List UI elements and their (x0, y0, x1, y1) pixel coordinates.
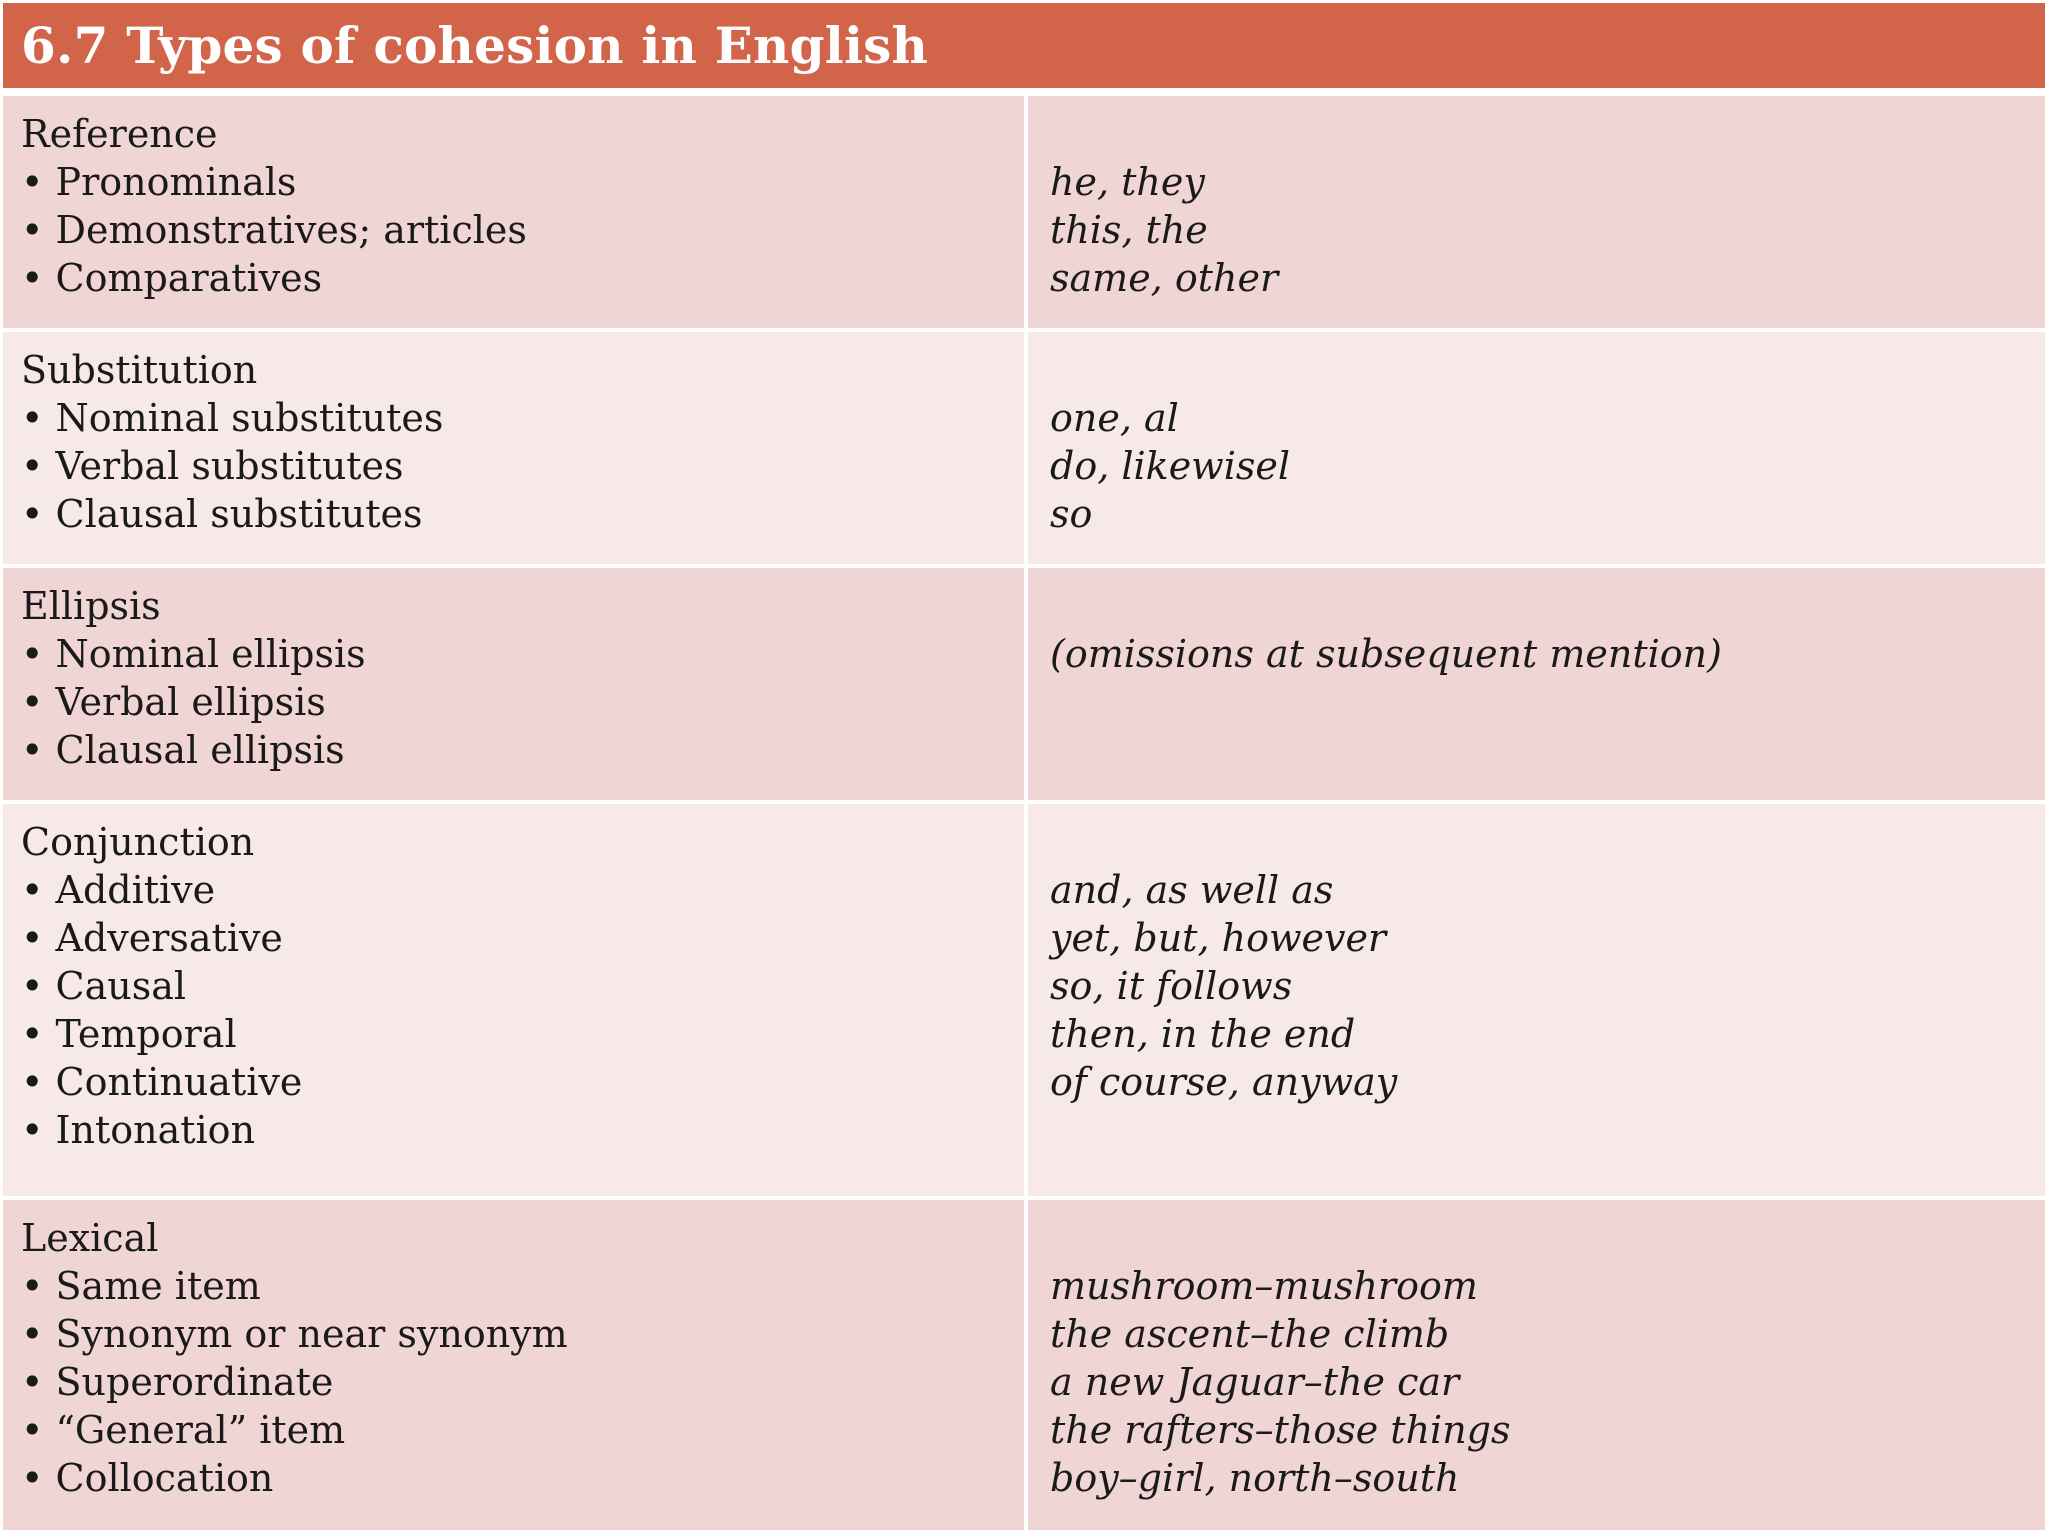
list-item: • Demonstratives; articles (21, 206, 1006, 254)
list-item: • Clausal ellipsis (21, 726, 1006, 774)
list-item: • Synonym or near synonym (21, 1310, 1006, 1358)
list-item: • Verbal substitutes (21, 442, 1006, 490)
list-item: • Clausal substitutes (21, 490, 1006, 538)
category-cell (3, 1200, 1024, 1530)
slide-title: 6.7 Types of cohesion in English (21, 16, 929, 75)
list-item: • Causal (21, 962, 1006, 1010)
example-text: same, other (1050, 256, 1279, 300)
list-item: • Same item (21, 1262, 1006, 1310)
category-cell (3, 96, 1024, 328)
examples-cell (1028, 568, 2045, 800)
example-text: the rafters–those things (1050, 1408, 1511, 1452)
list-item: • Comparatives (21, 254, 1006, 302)
example-text: one, al (1050, 396, 1179, 440)
example-text: mushroom–mushroom (1050, 1264, 1478, 1308)
example-text: the ascent–the climb (1050, 1312, 1450, 1356)
example-text: do, likewisel (1050, 444, 1291, 488)
example-text: a new Jaguar–the car (1050, 1360, 1460, 1404)
list-item: • Continuative (21, 1058, 1006, 1106)
list-item: • Verbal ellipsis (21, 678, 1006, 726)
category-heading: Conjunction (21, 820, 255, 864)
list-item: • Superordinate (21, 1358, 1006, 1406)
example-text: and, as well as (1050, 868, 1334, 912)
example-text: so, it follows (1050, 964, 1293, 1008)
category-cell (3, 568, 1024, 800)
example-text: this, the (1050, 208, 1208, 252)
list-item: • “General” item (21, 1406, 1006, 1454)
category-cell (3, 804, 1024, 1196)
examples-cell (1028, 804, 2045, 1196)
example-text: yet, but, however (1050, 916, 1387, 960)
examples-cell (1028, 1200, 2045, 1530)
example-text: so (1050, 492, 1093, 536)
category-heading: Ellipsis (21, 584, 161, 628)
list-item: • Intonation (21, 1106, 1006, 1154)
title-bar (3, 3, 2045, 88)
list-item: • Temporal (21, 1010, 1006, 1058)
example-text: (omissions at subsequent mention) (1050, 632, 1722, 676)
examples-cell (1028, 96, 2045, 328)
list-item: • Pronominals (21, 158, 1006, 206)
example-text: boy–girl, north–south (1050, 1456, 1460, 1500)
list-item: • Nominal ellipsis (21, 630, 1006, 678)
example-text: he, they (1050, 160, 1205, 204)
list-item: • Adversative (21, 914, 1006, 962)
category-heading: Reference (21, 112, 218, 156)
category-cell (3, 332, 1024, 564)
examples-cell (1028, 332, 2045, 564)
example-text: of course, anyway (1050, 1060, 1398, 1104)
category-heading: Lexical (21, 1216, 159, 1260)
category-heading: Substitution (21, 348, 258, 392)
cohesion-table (3, 96, 2045, 1530)
list-item: • Additive (21, 866, 1006, 914)
list-item: • Collocation (21, 1454, 1006, 1502)
example-text: then, in the end (1050, 1012, 1356, 1056)
list-item: • Nominal substitutes (21, 394, 1006, 442)
